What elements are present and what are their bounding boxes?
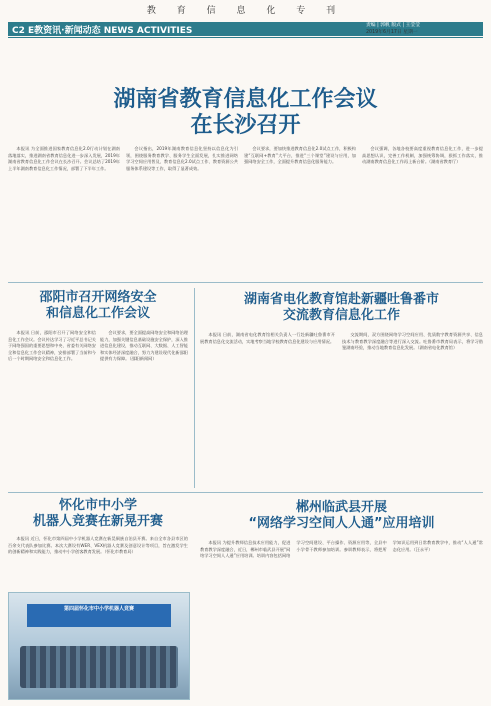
huaihua-body: 本报讯 近日，怀化市第四届中小学机器人竞赛在新晃侗族自治县开赛。来自全市各县市区的百余支代表队参加比赛。本次大赛设有WER、VEX机器人竞赛及创意设计等项目，旨在激发学生的创新精神和实践能力，推动中小学创客教育发展。（怀化市教育局）	[8, 536, 188, 555]
huaihua-headline	[8, 498, 188, 530]
shaoyang-col-1: 本报讯 日前，邵阳市召开了网络安全和信息化工作会议。会议传达学习了习近平总书记关于网络强国的重要思想和中央、省委有关网络安全和信息化工作会议精神，安排部署了当前和今后一个时期网络安全和信息化工作。	[8, 330, 96, 362]
date-line: 2019年6月17日 星期一	[366, 30, 418, 35]
editor-line: 责编 | 郭帆 版式 | 王莹莹	[366, 23, 421, 28]
header-rule	[8, 37, 483, 38]
divider-lead	[8, 282, 483, 283]
lead-col-1: 本报讯 为全面推进国家教育信息化2.0行动计划在湖南落地落实，推进湖南省教育信息化进一步深入发展，2019年湖南省教育信息化工作会议在长沙召开。会议总结了2019年上半年湖南教育信息化工作情况，部署了下半年工作。	[8, 146, 120, 171]
huaihua-headline-line2: 机器人竞赛在新晃开赛	[32, 514, 163, 529]
chenzhou-body: 本报讯 为提升教师信息技术应用能力，促进教育教学深度融合，近日，郴州市临武县开展“网络学习空间人人通”应用培训。培训内容包括网络学习空间建设、平台操作、资源应用等，全县中小学骨干教师参加培训。参训教师表示，将把所学知识运用到日常教育教学中，推动“人人通”常态化应用。（汪永平）	[200, 540, 483, 559]
chenzhou-headline	[200, 500, 483, 532]
divider-middle	[8, 492, 483, 493]
photo-crowd	[20, 646, 178, 688]
lead-col-4: 会议强调，各地各校要高度重视教育信息化工作，进一步提高思想认识，完善工作机制，加强统筹协调，狠抓工作落实，推动湖南教育信息化工作再上新台阶。（湖南省教育厅）	[362, 146, 483, 165]
shaoyang-headline	[8, 290, 188, 322]
turpan-col-2: 交流期间，双方围绕网络学习空间应用、优质数字教育资源共享、信息技术与教育教学深度融合等进行深入交流。吐鲁番市教育局表示，将学习借鉴湖南经验，推动当地教育信息化发展。（湖南省电化教育馆）	[342, 332, 483, 351]
lead-col-2: 会议指出，2019年湖南教育信息化坚持以信息化为引领，围绕服务教育教学、服务学生全面发展，扎实推进网络学习空间应用普及、教育信息化2.0试点工作、教育资源公共服务体系建设等工作，取得了显著成效。	[126, 146, 238, 171]
section-label: C2 E教资讯·新闻动态 NEWS ACTIVITIES	[12, 25, 193, 36]
divider-vertical	[194, 288, 195, 488]
turpan-headline	[200, 292, 483, 324]
turpan-headline-line2: 交流教育信息化工作	[282, 308, 400, 323]
shaoyang-col-2: 会议要求，要全面提高网络安全和网络治理能力，加强关键信息基础设施安全保护，深入推进信息化建设，推动互联网、大数据、人工智能和实体经济深度融合，努力为建设现代化新邵阳提供有力保障。（邵阳新闻网）	[100, 330, 188, 362]
masthead	[0, 0, 491, 22]
chenzhou-headline-line2: “网络学习空间人人通”应用培训	[248, 516, 435, 531]
lead-title-line2: 在长沙召开	[190, 113, 301, 138]
shaoyang-headline-line1: 邵阳市召开网络安全	[39, 290, 157, 305]
turpan-col-1: 本报讯 日前，湖南省电化教育馆相关负责人一行赴新疆吐鲁番市开展教育信息化交流活动，实地考察当地学校教育信息化建设与应用情况。	[200, 332, 335, 344]
huaihua-headline-line1: 怀化市中小学	[58, 498, 137, 513]
masthead-title: 教 育 信 息 化 专 刊	[146, 6, 345, 16]
robot-contest-photo	[8, 592, 190, 700]
chenzhou-headline-line1: 郴州临武县开展	[295, 500, 387, 515]
turpan-headline-line1: 湖南省电化教育馆赴新疆吐鲁番市	[243, 292, 439, 307]
photo-banner-text: 第四届怀化市中小学机器人竞赛	[27, 604, 171, 627]
lead-title-line1: 湖南省教育信息化工作会议	[113, 87, 378, 112]
shaoyang-headline-line2: 和信息化工作会议	[45, 306, 150, 321]
editor-info	[366, 22, 486, 36]
lead-col-3: 会议要求，要加快推进教育信息化2.0试点工作，积极构建“互联网+教育”大平台，推进“三个课堂”建设与应用，加强网络安全工作，全面提升教育信息化服务能力。	[244, 146, 356, 165]
